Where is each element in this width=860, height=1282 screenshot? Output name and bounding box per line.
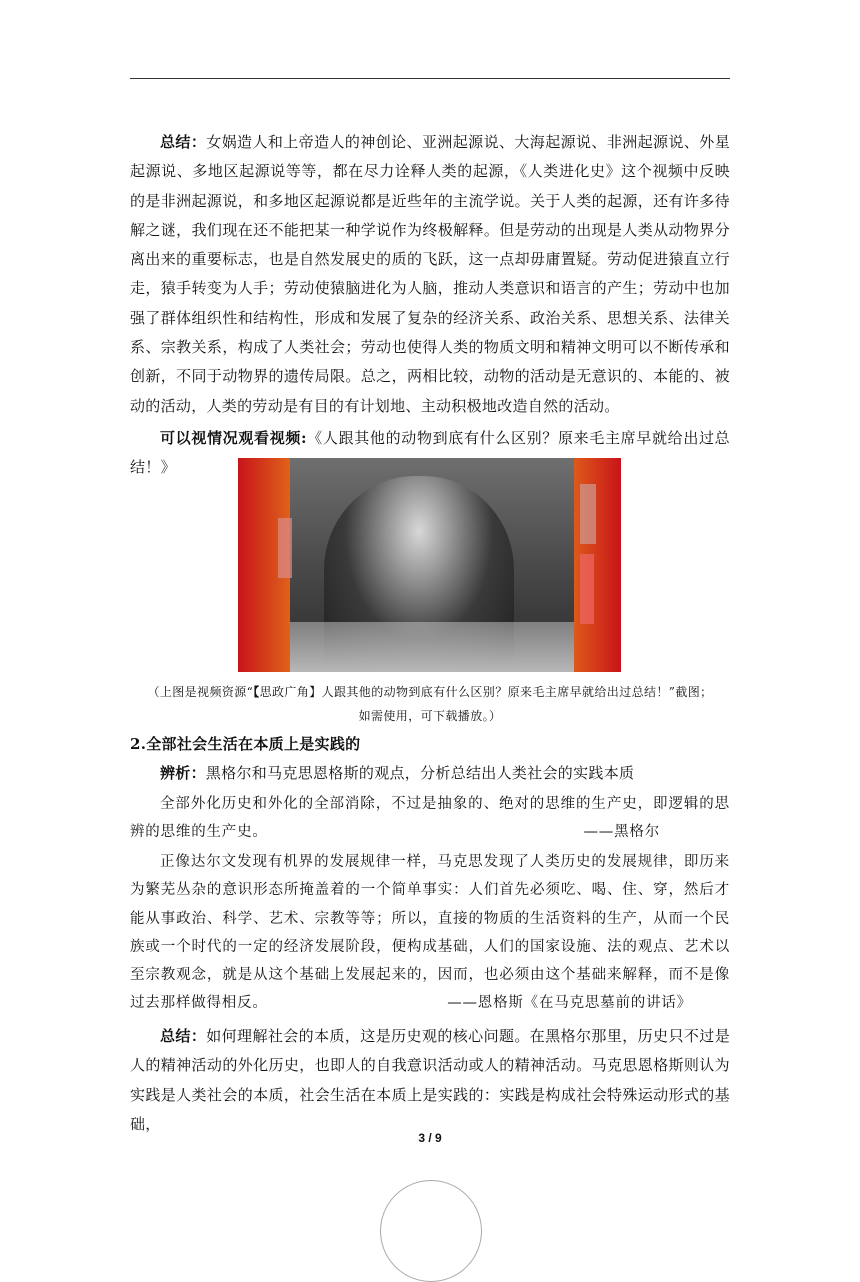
summary-label: 总结： [160,133,207,151]
section-heading-text: 2.全部社会生活在本质上是实践的 [130,735,361,753]
hegel-attribution: ——黑格尔 [583,824,660,841]
caption-line2: 如需使用，可下载播放。） [358,709,502,723]
page-number: 3 / 9 [418,1131,442,1145]
analysis-text: 黑格尔和马克思恩格斯的观点，分析总结出人类社会的实践本质 [205,764,635,782]
hegel-quote-text: 全部外化历史和外化的全部消除，不过是抽象的、绝对的思维的生产史，即逻辑的思辨的思维的生产史。 [130,796,730,841]
caption-prefix: （上图是视频资源“ [147,685,254,699]
summary-paragraph-1 [130,128,730,421]
section-heading [130,730,730,759]
header-rule [130,78,730,79]
engels-quote-text: 正像达尔文发现有机界的发展规律一样，马克思发现了人类历史的发展规律，即历来为繁芜丛杂的意识形态所掩盖着的一个简单事实：人们首先必须吃、喝、住、穿，然后才能从事政治、科学、艺术、宗教等等；所以，直接的物质的生活资料的生产，从而一个民族或一个时代的一定的经济发展阶段，便构成基础，人们的国家设施、法的观点、艺术以至宗教观念，就是从这个基础上发展起来的，因而，也必须由这个基础来解释，而不是像过去那样做得相反。 [130,854,730,1012]
engels-quote [130,848,730,1018]
decorative-circle [380,1180,482,1282]
analysis-line [130,759,730,788]
mosaic-blur-right [580,554,594,624]
engels-attribution: ——恩格斯《在马克思墓前的讲话》 [447,995,692,1012]
analysis-label: 辨析： [160,764,206,782]
summary-text-2: 如何理解社会的本质，这是历史观的核心问题。在黑格尔那里，历史只不过是人的精神活动的外化历史，也即人的自我意识活动或人的精神活动。马克思恩格斯则认为实践是人类社会的本质，社会生活在本质上是实践的：实践是构成社会特殊运动形式的基础， [130,1027,730,1133]
caption-rest: 思政广角】人跟其他的动物到底有什么区别？原来毛主席早就给出过总结！”截图； [259,685,713,699]
video-label: 可以视情况观看视频: [160,429,307,447]
hegel-quote [130,790,730,847]
caption-bracket: 【 [253,685,260,699]
mosaic-blur-right-top [580,484,596,544]
video-title: 《人跟其他的动物到底有什么区别？原来毛主席早就给出过总结！》 [130,429,730,477]
video-screenshot-image [238,458,621,672]
summary-text: 女娲造人和上帝造人的神创论、亚洲起源说、大海起源说、非洲起源说、外星起源说、多地区起源说等等，都在尽力诠释人类的起源，《人类进化史》这个视频中反映的是非洲起源说，和多地区起源说都是近些年的主流学说。关于人类的起源，还有许多待解之谜，我们现在还不能把某一种学说作为终极解释。但是劳动的出现是人类从动物界分离出来的重要标志，也是自然发展史的质的飞跃，这一点却毋庸置疑。劳动促进猿直立行走，猿手转变为人手；劳动使猿脑进化为人脑，推动人类意识和语言的产生；劳动中也加强了群体组织性和结构性，形成和发展了复杂的经济关系、政治关系、思想关系、法律关系、宗教关系，构成了人类社会；劳动也使得人类的物质文明和精神文明可以不断传承和创新，不同于动物界的遗传局限。总之，两相比较，动物的活动是无意识的、本能的、被动的活动，人类的劳动是有目的有计划地、主动积极地改造自然的活动。 [130,133,730,415]
mosaic-blur-left [278,518,292,578]
summary-paragraph-2 [130,1022,730,1139]
photo-table [290,622,574,672]
image-caption [100,680,760,728]
summary-label-2: 总结： [160,1027,207,1045]
